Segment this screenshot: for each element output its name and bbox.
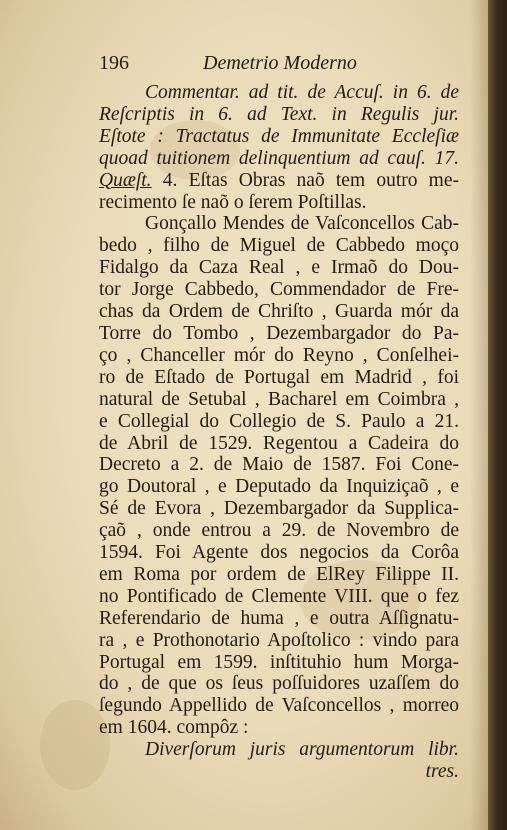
citation-line: Commentar. ad tit. de Accuſ. in 6. de	[145, 82, 459, 103]
paragraph-line: do , de que os ſeus poſſuidores uzaſſem do	[99, 673, 459, 695]
paragraph-line: Referendario de huma , e outra Aſſignatu-	[99, 607, 459, 629]
paragraph-line: ro de Eſtado de Portugal em Madrid , foi	[99, 366, 459, 388]
paragraph-line: Fidalgo da Caza Real , e Irmaõ do Dou-	[99, 257, 459, 279]
paragraph-line: em Roma por ordem de ElRey Filippe II.	[99, 563, 459, 585]
paragraph-line: Torre do Tombo , Dezembargador do Pa-	[99, 322, 459, 344]
citation-line: recimento ſe naõ o ſerem Poſtillas.	[99, 191, 367, 213]
paragraph-line: em 1604. compôz :	[99, 717, 249, 739]
citation-line	[99, 170, 459, 192]
paragraph-line: Portugal em 1599. inſtituhio hum Morga-	[99, 651, 459, 673]
works-title-end: tres.	[425, 761, 459, 783]
works-entry	[99, 739, 459, 783]
paragraph-line: 1594. Foi Agente dos negocios da Corôa	[99, 542, 459, 564]
works-title: Diverſorum juris argumentorum libr.	[145, 739, 459, 761]
book-binding	[488, 0, 507, 830]
page-text	[99, 52, 459, 783]
citation-rest: 4. Eſtas Obras naõ tem outro me-	[151, 169, 459, 191]
page-header	[99, 52, 459, 82]
citation-block	[99, 82, 459, 213]
paragraph-line: de Abril de 1529. Regentou a Cadeira do	[99, 432, 459, 454]
page-number: 196	[99, 52, 129, 74]
paragraph-line: Decreto a 2. de Maio de 1587. Foi Cone-	[99, 454, 459, 476]
paragraph-line: Gonçallo Mendes de Vaſconcellos Cab-	[145, 213, 459, 235]
citation-line: Eſtote : Tractatus de Immunitate Eccleſiæ	[99, 125, 459, 147]
page-edge-shadow	[470, 0, 490, 830]
paragraph-line: Sé de Evora , Dezembargador da Supplica-	[99, 498, 459, 520]
paragraph-line: ſegundo Appellido de Vaſconcellos , morreo	[99, 695, 459, 717]
biography-paragraph	[99, 213, 459, 739]
paragraph-line: chas da Ordem de Chriſto , Guarda mór da	[99, 301, 459, 323]
paragraph-line: tor Jorge Cabbedo, Commendador de Fre-	[99, 279, 459, 301]
citation-line: Reſcriptis in 6. ad Text. in Regulis jur.	[99, 103, 459, 125]
paragraph-line: no Pontificado de Clemente VIII. que o fez	[99, 585, 459, 607]
paragraph-line: ço , Chanceller mór do Reyno , Conſelhei-	[99, 344, 459, 366]
paragraph-line: ra , e Prothonotario Apoſtolico : vindo para	[99, 629, 459, 651]
paragraph-line: natural de Setubal , Bacharel em Coimbra ,	[99, 388, 459, 410]
paragraph-line: çaõ , onde entrou a 29. de Novembro de	[99, 520, 459, 542]
paragraph-line: go Doutoral , e Deputado da Inquiziçaõ , e	[99, 476, 459, 498]
citation-quaest: Quæſt.	[99, 169, 152, 191]
paragraph-line: e Collegial do Collegio de S. Paulo a 21.	[99, 410, 459, 432]
running-title: Demetrio Moderno	[203, 52, 357, 74]
paragraph-line: bedo , filho de Miguel de Cabbedo moço	[99, 235, 459, 257]
citation-line: quoad tuitionem delinquentium ad cauſ. 17.	[99, 147, 459, 169]
